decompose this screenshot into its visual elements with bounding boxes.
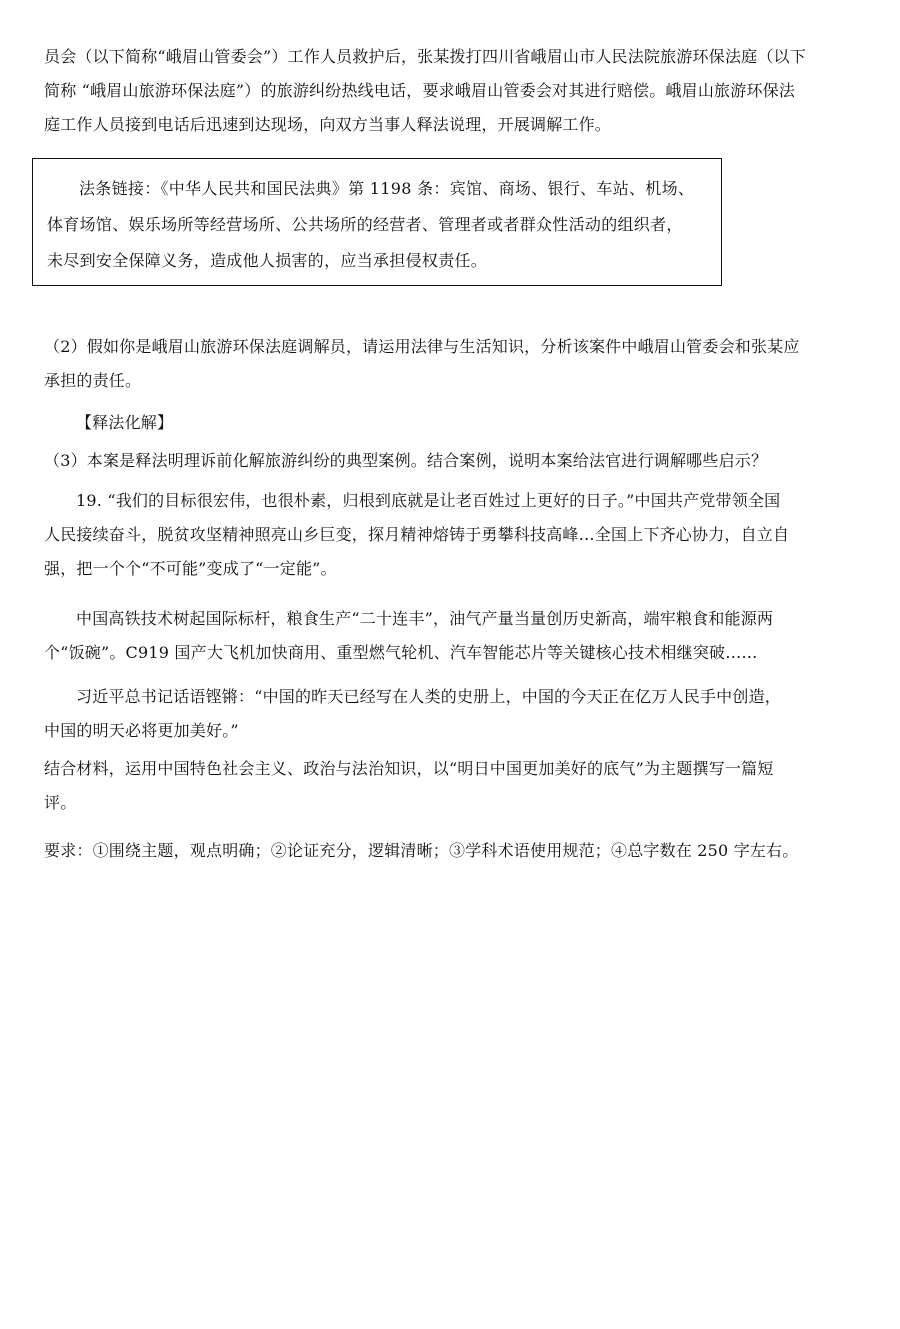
question-19-task bbox=[44, 752, 856, 820]
case-intro-paragraph bbox=[44, 40, 856, 142]
q19-p3-line-1: 习近平总书记话语铿锵：“中国的昨天已经写在人类的史册上，中国的今天正在亿万人民手中创造， bbox=[76, 687, 781, 706]
question-2-line-1: （2）假如你是峨眉山旅游环保法庭调解员，请运用法律与生活知识，分析该案件中峨眉山管委会和张某应 bbox=[44, 337, 800, 356]
case-intro-line-3: 庭工作人员接到电话后迅速到达现场，向双方当事人释法说理，开展调解工作。 bbox=[44, 115, 612, 134]
question-2-line-2: 承担的责任。 bbox=[44, 371, 142, 390]
case-intro-line-1: 员会（以下简称“峨眉山管委会”）工作人员救护后，张某拨打四川省峨眉山市人民法院旅游环保法庭（以下 bbox=[44, 47, 806, 66]
q19-task-line-1: 结合材料，运用中国特色社会主义、政治与法治知识，以“明日中国更加美好的底气”为主题撰写一篇短 bbox=[44, 759, 774, 778]
question-19-requirements: 要求：①围绕主题，观点明确；②论证充分，逻辑清晰；③学科术语使用规范；④总字数在 250 字左右。 bbox=[44, 841, 799, 860]
law-article-text bbox=[47, 171, 707, 279]
law-article-box bbox=[32, 158, 722, 286]
q19-p3-line-2: 中国的明天必将更加美好。” bbox=[44, 721, 239, 740]
question-19-material-3 bbox=[44, 680, 856, 748]
question-19-material-2 bbox=[44, 602, 856, 670]
question-19-material-1 bbox=[44, 484, 856, 586]
q19-p2-line-2: 个“饭碗”。C919 国产大飞机加快商用、重型燃气轮机、汽车智能芯片等关键核心技术相继突破…… bbox=[44, 643, 758, 662]
question-2 bbox=[44, 330, 856, 398]
q19-p1-line-2: 人民接续奋斗，脱贫攻坚精神照亮山乡巨变，探月精神熔铸于勇攀科技高峰…全国上下齐心协力，自立自 bbox=[44, 525, 790, 544]
section-title: 【释法化解】 bbox=[76, 413, 174, 432]
law-article-line-2: 体育场馆、娱乐场所等经营场所、公共场所的经营者、管理者或者群众性活动的组织者， bbox=[47, 215, 683, 234]
q19-p2-line-1: 中国高铁技术树起国际标杆，粮食生产“二十连丰”，油气产量当量创历史新高，端牢粮食和能源两 bbox=[76, 609, 774, 628]
q19-p1-line-1: 19. “我们的目标很宏伟，也很朴素，归根到底就是让老百姓过上更好的日子。”中国共产党带领全国 bbox=[76, 491, 781, 510]
q19-p1-line-3: 强，把一个个“不可能”变成了“一定能”。 bbox=[44, 559, 337, 578]
law-article-line-1: 法条链接：《中华人民共和国民法典》第 1198 条：宾馆、商场、银行、车站、机场、 bbox=[79, 179, 695, 198]
q19-task-line-2: 评。 bbox=[44, 793, 77, 812]
question-3: （3）本案是释法明理诉前化解旅游纠纷的典型案例。结合案例，说明本案给法官进行调解哪些启示？ bbox=[44, 451, 768, 470]
law-article-line-3: 未尽到安全保障义务，造成他人损害的，应当承担侵权责任。 bbox=[47, 251, 488, 270]
case-intro-line-2: 简称 “峨眉山旅游环保法庭”）的旅游纠纷热线电话，要求峨眉山管委会对其进行赔偿。峨眉山旅游环保法 bbox=[44, 81, 796, 100]
